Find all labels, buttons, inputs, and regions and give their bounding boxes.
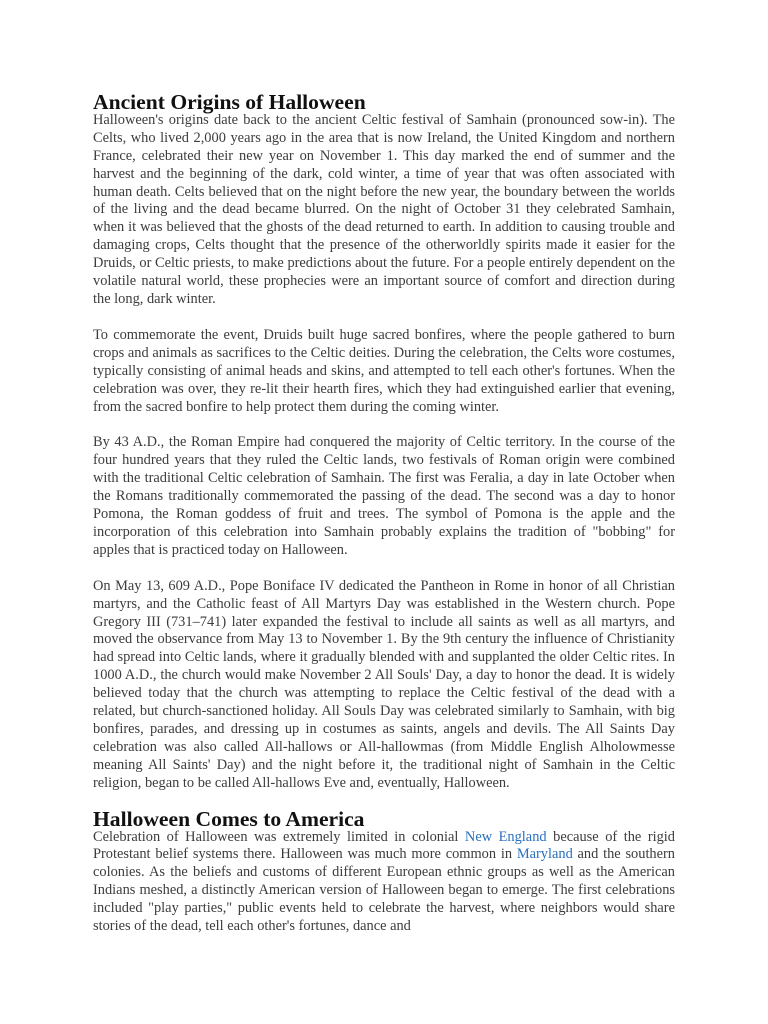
paragraph-roman-festivals: By 43 A.D., the Roman Empire had conquered the majority of Celtic territory. In the course of the four hundred years that they ruled the Celtic lands, two festivals of Roman origin were combined with the traditional Celtic celebration of Samhain. The first was Feralia, a day in late October when the Romans traditionally commemorated the passing of the dead. The second was a day to honor Pomona, the Roman goddess of fruit and trees. The symbol of Pomona is the apple and the incorporation of this celebration into Samhain probably explains the tradition of "bobbing" for apples that is practiced today on Halloween. [93,434,675,558]
paragraph-all-saints-day: On May 13, 609 A.D., Pope Boniface IV dedicated the Pantheon in Rome in honor of all Christian martyrs, and the Catholic feast of All Martyrs Day was established in the Western church. Pope Gregory III (731–741) later expanded the festival to include all saints as well as all martyrs, and moved the observance from May 13 to November 1. By the 9th century the influence of Christianity had spread into Celtic lands, where it gradually blended with and supplanted the older Celtic rites. In 1000 A.D., the church would make November 2 All Souls' Day, a day to honor the dead. It is widely believed today that the church was attempting to replace the Celtic festival of the dead with a related, but church-sanctioned holiday. All Souls Day was celebrated similarly to Samhain, with big bonfires, parades, and dressing up in costumes as saints, angels and devils. The All Saints Day celebration was also called All-hallows or All-hallowmas (from Middle English Alholowmesse meaning All Saints' Day) and the night before it, the traditional night of Samhain in the Celtic religion, began to be called All-hallows Eve and, eventually, Halloween. [93,577,675,791]
new-england-link[interactable]: New England [464,828,547,845]
paragraph-origins-samhain: Halloween's origins date back to the ancient Celtic festival of Samhain (pronounced sow-in). The Celts, who lived 2,000 years ago in the area that is now Ireland, the United Kingdom and northern France, celebrated their new year on November 1. This day marked the end of summer and the harvest and the beginning of the dark, cold winter, a time of year that was often associated with human death. Celts believed that on the night before the new year, the boundary between the worlds of the living and the dead became blurred. On the night of October 31 they celebrated Samhain, when it was believed that the ghosts of the dead returned to earth. In addition to causing trouble and damaging crops, Celts thought that the presence of the otherworldly spirits made it easier for the Druids, or Celtic priests, to make predictions about the future. For a people entirely dependent on the volatile natural world, these prophecies were an important source of comfort and direction during the long, dark winter. [93,111,675,307]
paragraph-text-segment: because of the rigid Protestant belief systems there. Halloween was much more common in [93,828,675,863]
maryland-link[interactable]: Maryland [516,846,573,863]
section-heading-ancient-origins: Ancient Origins of Halloween [93,90,366,114]
paragraph-gap [93,560,675,578]
paragraph-gap [93,309,675,327]
paragraph-colonial-halloween [93,829,675,936]
paragraph-druid-bonfires: To commemorate the event, Druids built huge sacred bonfires, where the people gathered to burn crops and animals as sacrifices to the Celtic deities. During the celebration, the Celts wore costumes, typically consisting of animal heads and skins, and attempted to tell each other's fortunes. When the celebration was over, they re-lit their hearth fires, which they had extinguished earlier that evening, from the sacred bonfire to help protect them during the coming winter. [93,326,675,415]
paragraph-text-segment: and the southern colonies. As the beliefs and customs of different European ethnic groups as well as the American Indians meshed, a distinctly American version of Halloween began to emerge. The first celebrations included "play parties," public events held to celebrate the harvest, where neighbors would share stories of the dead, tell each other's fortunes, dance and [93,846,676,935]
section-heading-america: Halloween Comes to America [93,806,365,831]
paragraph-text-segment: Celebration of Halloween was extremely limited in colonial [93,828,465,845]
document-page [93,90,676,936]
paragraph-gap [93,416,675,434]
